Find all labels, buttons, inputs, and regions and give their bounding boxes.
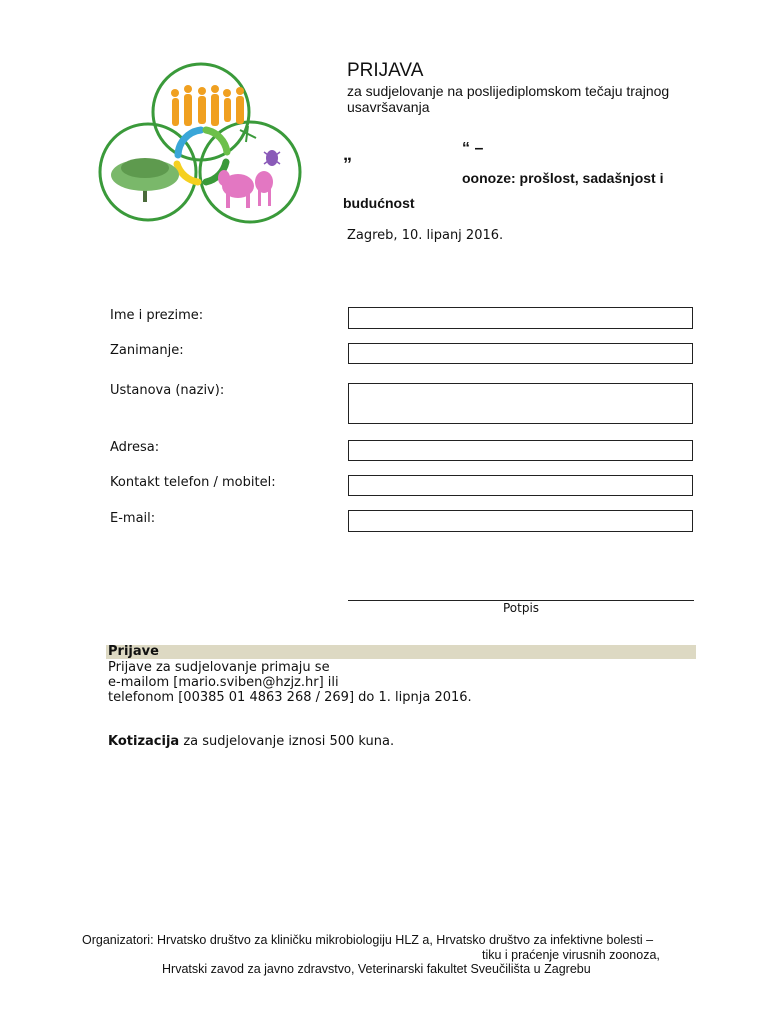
kotizacija-label: Kotizacija xyxy=(108,734,180,749)
people-icon xyxy=(171,85,244,126)
institution-label: Ustanova (naziv): xyxy=(110,383,225,398)
quote-open: „ xyxy=(343,144,352,164)
organizers-line-3: Hrvatski zavod za javno zdravstvo, Veterinarski fakultet Sveučilišta u Zagrebu xyxy=(162,962,591,976)
email-field[interactable] xyxy=(348,510,693,532)
tick-icon xyxy=(264,150,280,166)
event-logo xyxy=(98,60,304,228)
occupation-label: Zanimanje: xyxy=(110,343,184,358)
organizers-line-1: Organizatori: Hrvatsko društvo za kliničku mikrobiologiju HLZ a, Hrvatsko društvo za infektivne bolesti – xyxy=(82,933,654,947)
prijave-line-3: telefonom [00385 01 4863 268 / 269] do 1. lipnja 2016. xyxy=(108,690,472,705)
address-label: Adresa: xyxy=(110,440,160,455)
animals-icon xyxy=(218,170,273,208)
name-label: Ime i prezime: xyxy=(110,308,204,323)
institution-field[interactable] xyxy=(348,383,693,424)
signature-label: Potpis xyxy=(502,601,540,615)
organizers-line-2: tiku i praćenje virusnih zoonoza, xyxy=(482,948,660,962)
prijave-heading: Prijave xyxy=(108,644,159,659)
occupation-field[interactable] xyxy=(348,343,693,364)
prijave-line-2: e-mailom [mario.sviben@hzjz.hr] ili xyxy=(108,675,339,690)
name-field[interactable] xyxy=(348,307,693,329)
prijave-heading-band xyxy=(106,645,696,659)
kotizacija-text xyxy=(108,734,394,749)
form-title: PRIJAVA xyxy=(347,60,424,81)
date-line: Zagreb, 10. lipanj 2016. xyxy=(347,228,504,243)
kotizacija-value: za sudjelovanje iznosi 500 kuna. xyxy=(179,734,395,749)
form-subtitle: za sudjelovanje na poslijediplomskom tečaju trajnog usavršavanja xyxy=(347,83,670,115)
address-field[interactable] xyxy=(348,440,693,461)
email-label: E-mail: xyxy=(110,511,156,526)
course-title-line2: budućnost xyxy=(343,195,415,211)
phone-label: Kontakt telefon / mobitel: xyxy=(110,475,276,490)
phone-field[interactable] xyxy=(348,475,693,496)
tree-icon xyxy=(111,158,179,202)
quote-close: “ – xyxy=(462,140,484,157)
course-title-line1: oonoze: prošlost, sadašnjost i xyxy=(462,170,664,186)
prijave-line-1: Prijave za sudjelovanje primaju se xyxy=(108,660,330,675)
